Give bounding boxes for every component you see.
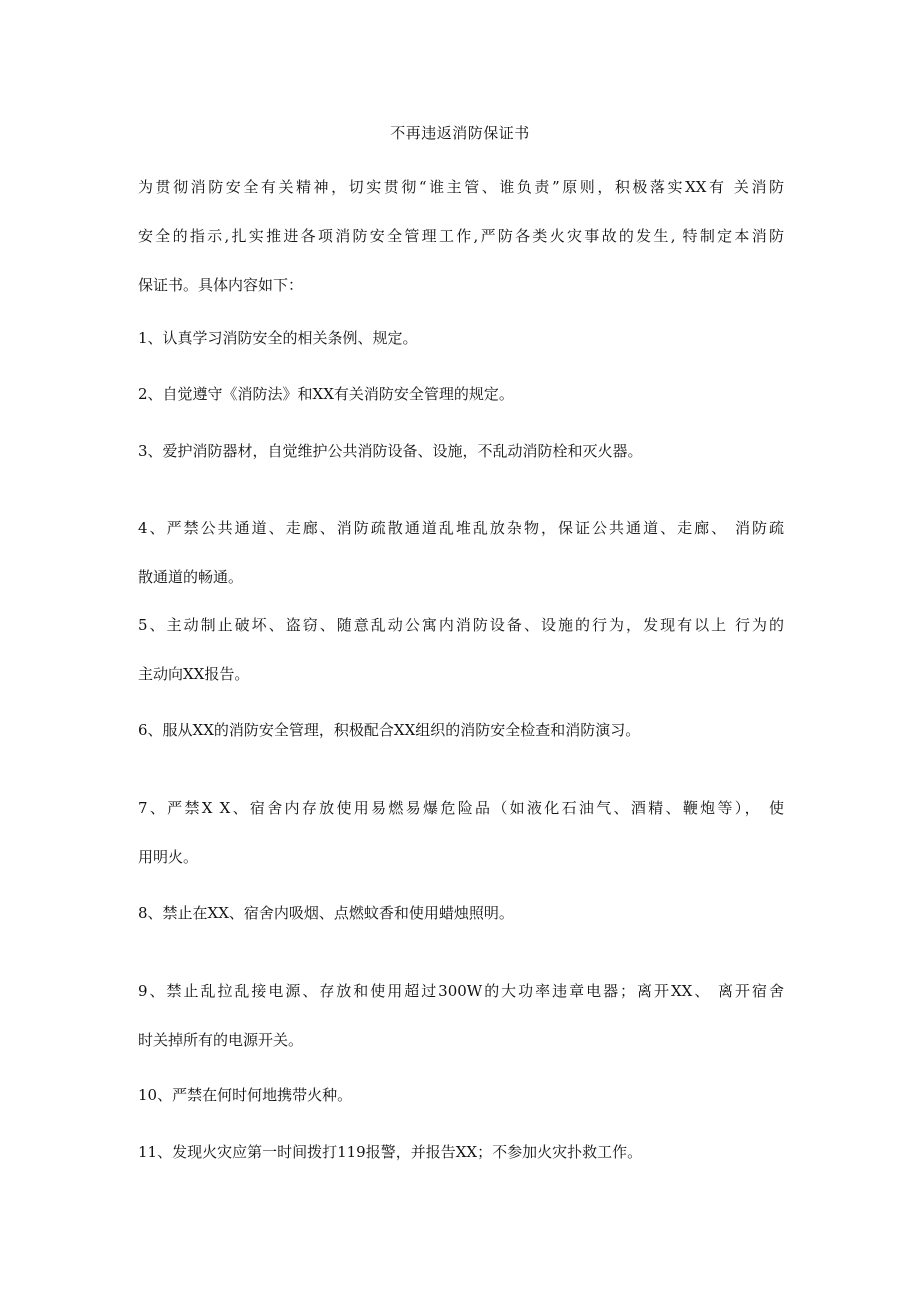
clause-10: 10、严禁在何时何地携带火种。	[138, 1086, 353, 1104]
clause-4-line-2: 散通道的畅通。	[138, 568, 244, 586]
clause-8: 8、禁止在XX、宿舍内吸烟、点燃蚊香和使用蜡烛照明。	[138, 904, 514, 922]
intro-line-1: 为贯彻消防安全有关精神，切实贯彻“谁主管、谁负责”原则，积极落实XX有 关消防	[138, 178, 784, 196]
clause-5-line-1: 5、主动制止破坏、盗窃、随意乱动公寓内消防设备、设施的行为，发现有以上 行为的	[138, 616, 784, 634]
clause-9-line-1: 9、禁止乱拉乱接电源、存放和使用超过300W的大功率违章电器；离开XX、 离开宿舍	[138, 982, 784, 1000]
clause-5-line-2: 主动向XX报告。	[138, 665, 250, 683]
clause-7-line-1: 7、严禁X X、宿舍内存放使用易燃易爆危险品（如液化石油气、酒精、鞭炮等）， 使	[138, 799, 784, 817]
clause-3: 3、爱护消防器材，自觉维护公共消防设备、设施，不乱动消防栓和灭火器。	[138, 442, 643, 460]
clause-9-line-2: 时关掉所有的电源开关。	[138, 1031, 304, 1049]
clause-7-line-2: 用明火。	[138, 848, 199, 866]
clause-4-line-1: 4、严禁公共通道、走廊、消防疏散通道乱堆乱放杂物，保证公共通道、走廊、 消防疏	[138, 519, 784, 537]
document-title: 不再违返消防保证书	[390, 124, 530, 142]
clause-6: 6、服从XX的消防安全管理，积极配合XX组织的消防安全检查和消防演习。	[138, 721, 641, 739]
clause-1: 1、认真学习消防安全的相关条例、规定。	[138, 329, 418, 347]
clause-11: 11、发现火灾应第一时间拨打119报警，并报告XX；不参加火灾扑救工作。	[138, 1143, 643, 1161]
intro-line-3: 保证书。具体内容如下：	[138, 276, 304, 294]
clause-2: 2、自觉遵守《消防法》和XX有关消防安全管理的规定。	[138, 385, 514, 403]
intro-line-2: 安全的指示,扎实推进各项消防安全管理工作,严防各类火灾事故的发生, 特制定本消防	[138, 227, 784, 245]
